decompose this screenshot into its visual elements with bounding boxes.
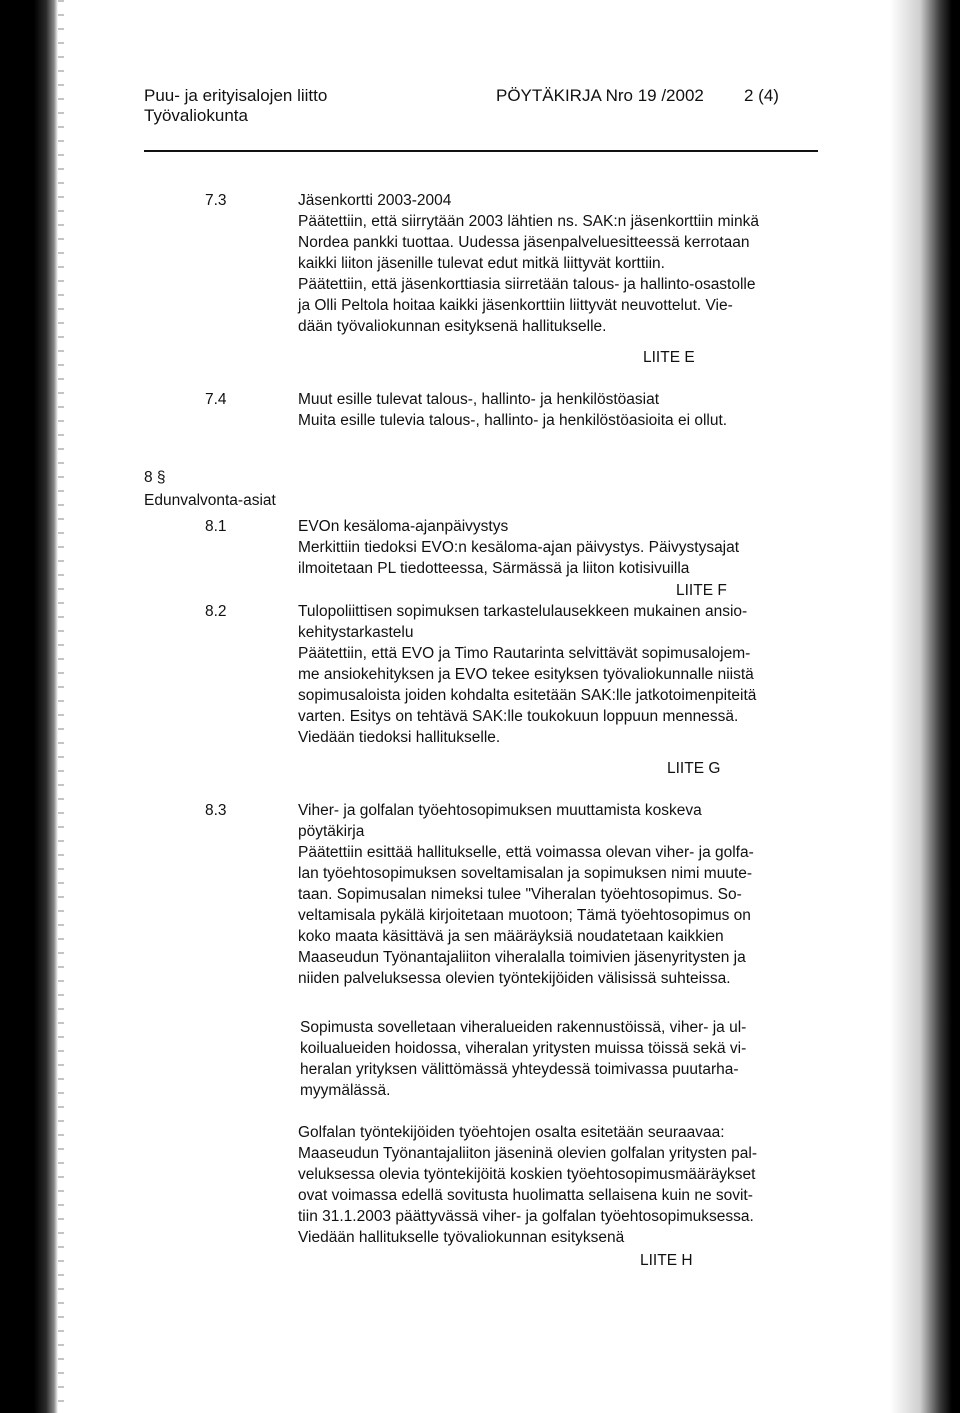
text-line: myymälässä. — [300, 1082, 391, 1099]
header-page-number: 2 (4) — [744, 86, 779, 105]
text-line: tiin 31.1.2003 päättyvässä viher- ja golfalan työehtosopimuksessa. — [298, 1208, 754, 1225]
text-line: Viedään tiedoksi hallitukselle. — [298, 729, 501, 746]
text-line: koko maata käsittävä ja sen määräyksiä noudatetaan kaikkien — [298, 928, 724, 945]
text-line: koilualueiden hoidossa, viheralan yritysten muissa töissä sekä vi- — [300, 1040, 747, 1057]
text-line: Golfalan työntekijöiden työehtojen osalta esitetään seuraavaa: — [298, 1124, 725, 1141]
section-heading: Jäsenkortti 2003-2004 — [298, 192, 452, 209]
section-8-title: Edunvalvonta-asiat — [144, 492, 276, 509]
section-number: 8.1 — [205, 518, 227, 535]
section-text — [298, 516, 739, 579]
section-heading: kehitystarkastelu — [298, 624, 414, 641]
section-heading: Viher- ja golfalan työehtosopimuksen muuttamista koskeva — [298, 802, 702, 819]
text-line: dään työvaliokunnan esityksenä hallitukselle. — [298, 318, 607, 335]
text-line: niiden palveluksessa olevien työntekijöiden välisissä suhteissa. — [298, 970, 731, 987]
text-line: me ansiokehityksen ja EVO tekee esityksen työvaliokunnalle niistä — [298, 666, 754, 683]
text-line: Muita esille tulevia talous-, hallinto- ja henkilöstöasioita ei ollut. — [298, 412, 728, 429]
section-text — [298, 800, 754, 989]
header-body: Työvaliokunta — [144, 106, 248, 125]
scan-left-specks — [58, 0, 64, 1413]
text-line: Päätettiin esittää hallitukselle, että voimassa olevan viher- ja golfa- — [298, 844, 754, 861]
text-line: Maaseudun Työnantajaliiton jäseninä olevien golfalan yritysten pal- — [298, 1145, 757, 1162]
section-heading: Muut esille tulevat talous-, hallinto- ja henkilöstöasiat — [298, 391, 659, 408]
text-line: lan työehtosopimuksen soveltamisalan ja sopimuksen nimi muute- — [298, 865, 753, 882]
text-line: kaikki liiton jäsenille tulevat edut mitkä liittyvät korttiin. — [298, 255, 665, 272]
text-line: Päätettiin, että siirrytään 2003 lähtien ns. SAK:n jäsenkorttiin minkä — [298, 213, 759, 230]
header-document-number: PÖYTÄKIRJA Nro 19 /2002 — [496, 86, 704, 105]
section-number: 7.4 — [205, 391, 227, 408]
scan-right-edge — [890, 0, 960, 1413]
header-rule — [144, 150, 818, 152]
section-number: 8.2 — [205, 603, 227, 620]
section-heading: Tulopoliittisen sopimuksen tarkastelulausekkeen mukainen ansio- — [298, 603, 748, 620]
attachment-label: LIITE G — [667, 760, 721, 777]
text-line: Sopimusta sovelletaan viheralueiden rakennustöissä, viher- ja ul- — [300, 1019, 747, 1036]
text-line: veluksessa olevia työntekijöitä koskien työehtosopimusmääräykset — [298, 1166, 756, 1183]
paragraph-text — [300, 1017, 746, 1101]
section-text — [298, 190, 759, 337]
header-organization: Puu- ja erityisalojen liitto — [144, 86, 328, 105]
attachment-label: LIITE F — [676, 582, 727, 599]
text-line: ovat voimassa edellä sovitusta huolimatta sellaisena kuin ne sovit- — [298, 1187, 753, 1204]
scan-left-edge — [0, 0, 58, 1413]
text-line: Merkittiin tiedoksi EVO:n kesäloma-ajan päivystys. Päivystysajat — [298, 539, 740, 556]
text-line: Päätettiin, että EVO ja Timo Rautarinta selvittävät sopimusalojem- — [298, 645, 751, 662]
text-line: Päätettiin, että jäsenkorttiasia siirretään talous- ja hallinto-osastolle — [298, 276, 756, 293]
text-line: taan. Sopimusalan nimeksi tulee "Viheralan työehtosopimus. So- — [298, 886, 742, 903]
attachment-label: LIITE E — [643, 349, 695, 366]
paragraph-text — [298, 1122, 757, 1248]
section-text — [298, 389, 727, 431]
text-line: veltamisala pykälä kirjoitetaan muotoon; Tämä työehtosopimus on — [298, 907, 751, 924]
text-line: Nordea pankki tuottaa. Uudessa jäsenpalveluesitteessä kerrotaan — [298, 234, 750, 251]
text-line: varten. Esitys on tehtävä SAK:lle toukokuun loppuun mennessä. — [298, 708, 739, 725]
text-line: Maaseudun Työnantajaliiton viheralalla toimivien jäsenyritysten ja — [298, 949, 746, 966]
section-text — [298, 601, 756, 748]
text-line: ja Olli Peltola hoitaa kaikki jäsenkorttiin liittyvät neuvottelut. Vie- — [298, 297, 733, 314]
attachment-label: LIITE H — [640, 1252, 693, 1269]
text-line: Viedään hallitukselle työvaliokunnan esityksenä — [298, 1229, 625, 1246]
paragraph-number: 8 § — [144, 469, 166, 486]
section-heading: pöytäkirja — [298, 823, 365, 840]
text-line: heralan yrityksen välittömässä yhteydessä toimivassa puutarha- — [300, 1061, 739, 1078]
section-number: 7.3 — [205, 192, 227, 209]
section-heading: EVOn kesäloma-ajanpäivystys — [298, 518, 509, 535]
text-line: sopimusaloista joiden kohdalta esitetään SAK:lle jatkotoimenpiteitä — [298, 687, 757, 704]
section-number: 8.3 — [205, 802, 227, 819]
text-line: ilmoitetaan PL tiedotteessa, Särmässä ja liiton kotisivuilla — [298, 560, 690, 577]
